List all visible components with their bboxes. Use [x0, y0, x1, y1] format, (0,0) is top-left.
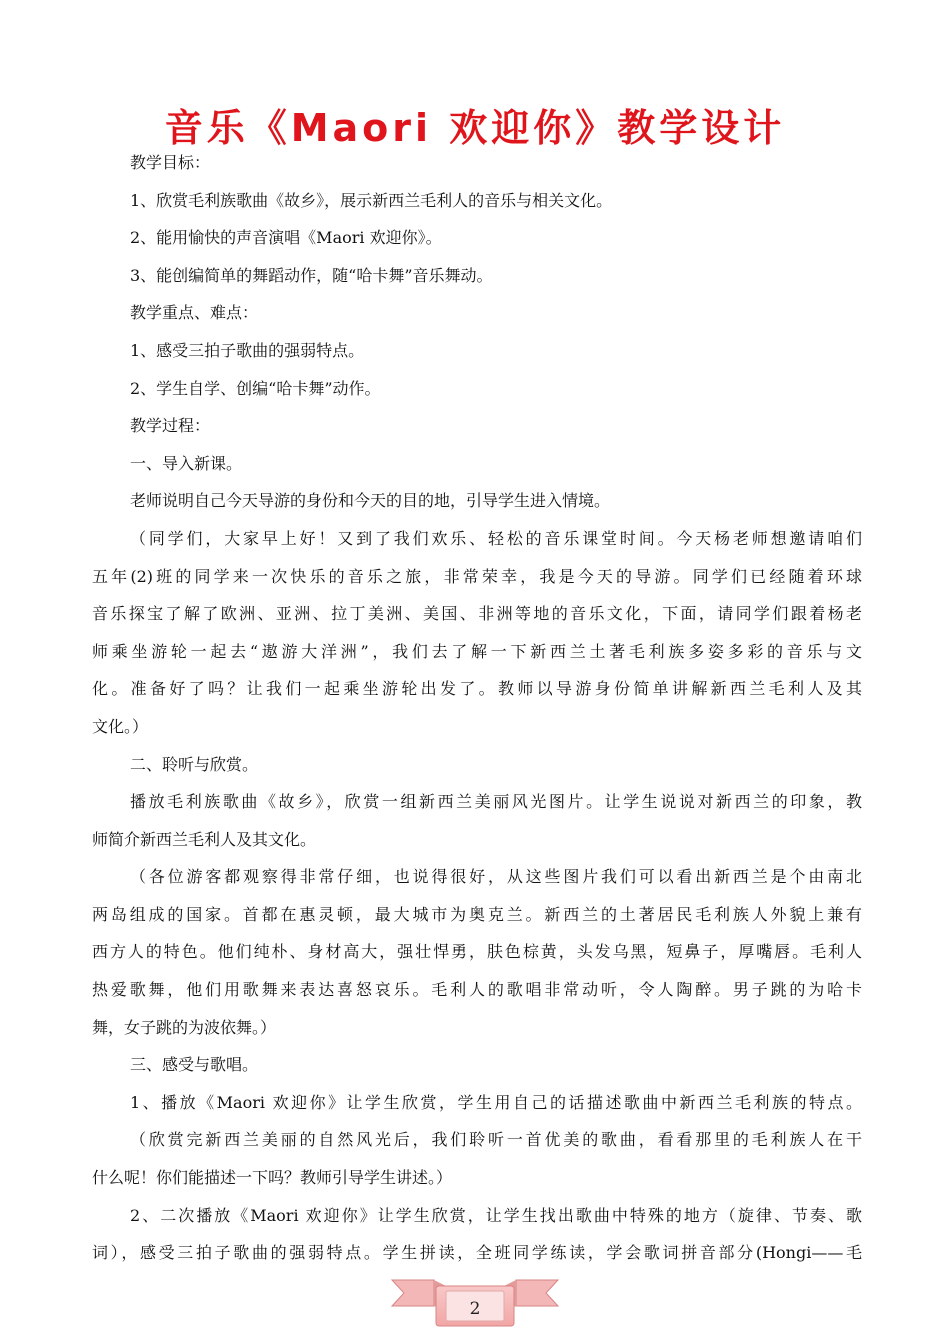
text-line: 2、能用愉快的声音演唱《Maori 欢迎你》。	[130, 228, 442, 248]
text-line: 1、播放《Maori 欢迎你》让学生欣赏，学生用自己的话描述歌曲中新西兰毛利族的特点。	[130, 1092, 862, 1112]
text-line: 词），感受三拍子歌曲的强弱特点。学生拼读，全班同学练读，学会歌词拼音部分(Hongi——毛	[92, 1243, 862, 1263]
text-line: 什么呢！你们能描述一下吗？教师引导学生讲述。）	[92, 1168, 453, 1188]
text-line: 两岛组成的国家。首都在惠灵顿，最大城市为奥克兰。新西兰的土著居民毛利族人外貌上兼有	[92, 904, 862, 924]
text-line: （各位游客都观察得非常仔细，也说得很好，从这些图片我们可以看出新西兰是个由南北	[130, 867, 862, 887]
text-line: （欣赏完新西兰美丽的自然风光后，我们聆听一首优美的歌曲，看看那里的毛利族人在干	[130, 1130, 862, 1150]
text-line: 西方人的特色。他们纯朴、身材高大，强壮悍勇，肤色棕黄，头发乌黑，短鼻子，厚嘴唇。毛利人	[92, 942, 862, 962]
text-line: 音乐探宝了解了欧洲、亚洲、拉丁美洲、美国、非洲等地的音乐文化，下面，请同学们跟着杨老	[92, 604, 862, 624]
text-line: 教学目标：	[130, 153, 211, 172]
text-line: 2、学生自学、创编“哈卡舞”动作。	[130, 378, 381, 398]
text-line: 老师说明自己今天导游的身份和今天的目的地，引导学生进入情境。	[130, 491, 611, 511]
text-line: 一、导入新课。	[130, 453, 243, 473]
text-line: 2、二次播放《Maori 欢迎你》让学生欣赏，让学生找出歌曲中特殊的地方（旋律、节奏、歌	[130, 1205, 862, 1225]
text-line: 教学重点、难点：	[130, 303, 259, 323]
text-line: 播放毛利族歌曲《故乡》，欣赏一组新西兰美丽风光图片。让学生说说对新西兰的印象，教	[130, 792, 862, 812]
text-line: 二、聆听与欣赏。	[130, 754, 259, 774]
text-line: 教学过程：	[130, 416, 211, 436]
text-line: 热爱歌舞，他们用歌舞来表达喜怒哀乐。毛利人的歌唱非常动听，令人陶醉。男子跳的为哈卡	[92, 980, 862, 1000]
text-line: 文化。）	[92, 716, 149, 736]
text-line: （同学们，大家早上好！又到了我们欢乐、轻松的音乐课堂时间。今天杨老师想邀请咱们	[130, 528, 862, 548]
text-line: 五年(2)班的同学来一次快乐的音乐之旅，非常荣幸，我是今天的导游。同学们已经随着环球	[92, 566, 862, 586]
text-line: 舞，女子跳的为波依舞。）	[92, 1017, 277, 1037]
text-line: 1、感受三拍子歌曲的强弱特点。	[130, 340, 365, 360]
document-title: 音乐《Maori 欢迎你》教学设计	[164, 106, 786, 150]
text-line: 3、能创编简单的舞蹈动作，随“哈卡舞”音乐舞动。	[130, 265, 493, 285]
text-line: 师简介新西兰毛利人及其文化。	[92, 829, 317, 849]
text-line: 三、感受与歌唱。	[130, 1055, 259, 1075]
page-number: 2	[469, 1299, 481, 1319]
document-body	[92, 144, 862, 1272]
text-line: 1、欣赏毛利族歌曲《故乡》，展示新西兰毛利人的音乐与相关文化。	[130, 190, 613, 210]
text-line: 师乘坐游轮一起去“遨游大洋洲”，我们去了解一下新西兰土著毛利族多姿多彩的音乐与文	[92, 641, 862, 661]
text-line: 化。准备好了吗？让我们一起乘坐游轮出发了。教师以导游身份简单讲解新西兰毛利人及其	[92, 679, 862, 699]
